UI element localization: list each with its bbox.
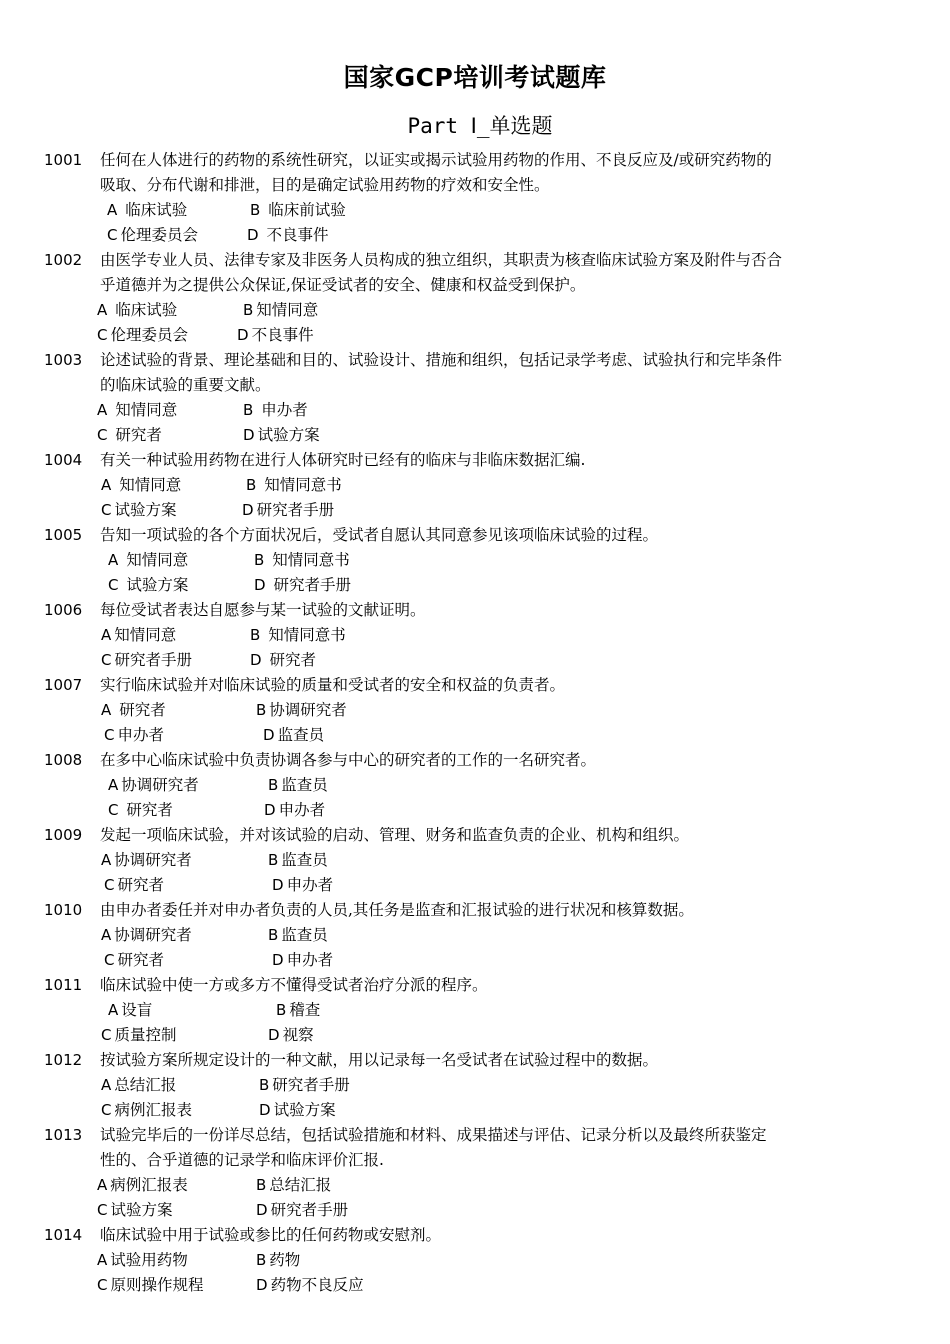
option-d[interactable] [272,948,333,973]
option-text: 临床前试验 [263,201,346,219]
option-row [0,1073,950,1098]
option-letter: D [256,1201,268,1219]
option-text: 研究者 [114,701,166,719]
option-letter: B [250,626,261,644]
question-text: 吸取、分布代谢和排泄，目的是确定试验用药物的疗效和安全性。 [100,176,550,194]
option-a[interactable] [108,773,199,798]
option-letter: D [259,1101,271,1119]
option-row [0,1198,950,1223]
option-row [0,923,950,948]
option-text: 申办者 [286,951,334,969]
option-row [0,723,950,748]
option-text: 研究者手册 [270,1201,349,1219]
option-text: 研究者 [264,651,316,669]
option-text: 总结汇报 [114,1076,177,1094]
option-row [0,223,950,248]
question-text: 发起一项临床试验，并对该试验的启动、管理、财务和监查负责的企业、机构和组织。 [100,826,690,844]
document-title: 国家GCP培训考试题库 [343,63,607,92]
option-row [0,198,950,223]
question-number: 1005 [44,526,83,544]
question-text: 由申办者委任并对申办者负责的人员,其任务是监查和汇报试验的进行状况和核算数据。 [100,901,694,919]
question-stem-line [0,823,950,848]
question-text: 乎道德并为之提供公众保证,保证受试者的安全、健康和权益受到保护。 [100,276,586,294]
option-d[interactable] [254,573,351,598]
option-letter: B [268,926,279,944]
option-letter: A [108,551,119,569]
option-b[interactable] [246,473,342,498]
question-item [0,598,950,673]
option-text: 监查员 [281,926,328,944]
option-letter: A [107,201,118,219]
option-text: 临床试验 [120,201,188,219]
option-row [0,498,950,523]
option-row [0,298,950,323]
question-item [0,1223,950,1298]
option-letter: A [97,301,108,319]
option-letter: C [101,651,112,669]
option-b[interactable] [276,998,320,1023]
option-text: 知情同意 [110,401,178,419]
question-item [0,148,950,248]
question-stem-line [0,1048,950,1073]
option-b[interactable] [254,548,350,573]
option-text: 申办者 [256,401,308,419]
option-letter: D [264,801,276,819]
option-letter: C [97,426,108,444]
question-number: 1008 [44,751,83,769]
option-text: 研究者手册 [114,651,192,669]
option-b[interactable] [256,698,347,723]
question-text: 性的、合乎道德的记录学和临床评价汇报. [100,1151,384,1169]
option-c[interactable] [108,573,188,598]
question-text: 在多中心临床试验中负责协调各参与中心的研究者的工作的一名研究者。 [100,751,597,769]
question-number: 1002 [44,251,83,269]
option-text: 研究者手册 [256,501,335,519]
question-stem-line [0,973,950,998]
option-row [0,473,950,498]
option-a[interactable] [101,473,181,498]
option-row [0,698,950,723]
option-text: 原则操作规程 [110,1276,204,1294]
option-c[interactable] [97,323,188,348]
option-a[interactable] [108,548,188,573]
question-text: 按试验方案所规定设计的一种文献，用以记录每一名受试者在试验过程中的数据。 [100,1051,659,1069]
section-title: Part Ⅰ_单选题 [407,114,553,138]
question-text: 有关一种试验用药物在进行人体研究时已经有的临床与非临床数据汇编. [100,451,586,469]
option-letter: A [108,1001,119,1019]
option-d[interactable] [247,223,329,248]
question-number: 1006 [44,601,83,619]
question-number: 1004 [44,451,83,469]
question-item [0,898,950,973]
question-stem-continuation [0,1148,950,1173]
option-letter: A [101,851,112,869]
option-letter: B [268,776,279,794]
option-letter: A [101,1076,112,1094]
option-text: 总结汇报 [269,1176,332,1194]
option-b[interactable] [256,1248,300,1273]
option-row [0,573,950,598]
option-text: 协调研究者 [114,926,192,944]
option-letter: C [104,876,115,894]
option-b[interactable] [250,198,346,223]
option-c[interactable] [104,873,164,898]
option-letter: A [101,701,112,719]
option-letter: C [97,1276,108,1294]
question-text: 临床试验中使一方或多方不懂得受试者治疗分派的程序。 [100,976,488,994]
question-number: 1007 [44,676,83,694]
question-text: 论述试验的背景、理论基础和目的、试验设计、措施和组织，包括记录学考虑、试验执行和完毕条件 [100,351,783,369]
question-text: 任何在人体进行的药物的系统性研究，以证实或揭示试验用药物的作用、不良反应及/或研究药物的 [100,151,772,169]
option-text: 协调研究者 [269,701,347,719]
option-c[interactable] [101,498,177,523]
option-text: 试验方案 [121,576,189,594]
option-a[interactable] [101,698,166,723]
option-row [0,548,950,573]
option-text: 协调研究者 [121,776,199,794]
option-c[interactable] [101,1098,192,1123]
option-text: 研究者 [117,951,164,969]
option-row [0,948,950,973]
option-c[interactable] [97,1273,204,1298]
option-row [0,623,950,648]
option-letter: A [108,776,119,794]
option-text: 试验用药物 [110,1251,188,1269]
option-row [0,773,950,798]
option-row [0,398,950,423]
option-d[interactable] [250,648,316,673]
option-d[interactable] [263,723,324,748]
option-text: 试验方案 [114,501,177,519]
option-text: 申办者 [278,801,326,819]
question-number: 1014 [44,1226,83,1244]
option-text: 研究者 [117,876,164,894]
option-text: 知情同意 [121,551,189,569]
option-c[interactable] [107,223,198,248]
option-letter: B [256,1176,267,1194]
option-row [0,998,950,1023]
question-text: 实行临床试验并对临床试验的质量和受试者的安全和权益的负责者。 [100,676,566,694]
option-text: 伦理委员会 [110,326,188,344]
question-stem-line [0,148,950,173]
option-text: 试验方案 [257,426,320,444]
option-letter: C [101,501,112,519]
question-item [0,348,950,448]
option-text: 研究者手册 [268,576,351,594]
question-number: 1011 [44,976,83,994]
option-a[interactable] [97,398,177,423]
option-d[interactable] [272,873,333,898]
question-stem-line [0,348,950,373]
option-text: 协调研究者 [114,851,192,869]
option-d[interactable] [256,1198,348,1223]
option-letter: B [256,701,267,719]
option-letter: D [254,576,266,594]
option-letter: C [101,1026,112,1044]
option-text: 研究者 [110,426,162,444]
option-letter: B [246,476,257,494]
question-item [0,823,950,898]
option-letter: C [107,226,118,244]
question-stem-line [0,248,950,273]
question-stem-continuation [0,273,950,298]
option-text: 知情同意书 [267,551,350,569]
option-a[interactable] [97,298,177,323]
option-d[interactable] [268,1023,314,1048]
option-text: 药物 [269,1251,301,1269]
option-text: 监查员 [277,726,325,744]
option-c[interactable] [101,1023,177,1048]
question-stem-line [0,448,950,473]
option-c[interactable] [108,798,173,823]
option-letter: C [97,326,108,344]
option-d[interactable] [243,423,320,448]
option-row [0,1098,950,1123]
question-item [0,1123,950,1223]
question-stem-continuation [0,373,950,398]
option-a[interactable] [101,623,176,648]
question-text: 每位受试者表达自愿参与某一试验的文献证明。 [100,601,426,619]
option-text: 知情同意 [256,301,319,319]
question-item [0,248,950,348]
option-d[interactable] [264,798,325,823]
option-text: 不良事件 [251,326,314,344]
question-number: 1001 [44,151,83,169]
option-d[interactable] [259,1098,336,1123]
option-a[interactable] [108,998,152,1023]
option-a[interactable] [101,1073,176,1098]
option-letter: D [268,1026,280,1044]
option-b[interactable] [250,623,346,648]
option-row [0,798,950,823]
option-text: 研究者 [121,801,173,819]
question-stem-line [0,598,950,623]
option-b[interactable] [268,923,328,948]
option-text: 知情同意书 [259,476,342,494]
option-row [0,848,950,873]
option-text: 临床试验 [110,301,178,319]
option-a[interactable] [97,1173,188,1198]
option-text: 不良事件 [261,226,329,244]
question-stem-line [0,898,950,923]
option-letter: B [276,1001,287,1019]
option-row [0,423,950,448]
option-text: 设盲 [121,1001,153,1019]
option-a[interactable] [101,923,192,948]
option-a[interactable] [101,848,192,873]
option-letter: B [250,201,261,219]
option-text: 质量控制 [114,1026,177,1044]
option-b[interactable] [268,773,328,798]
option-text: 试验方案 [273,1101,336,1119]
option-text: 药物不良反应 [270,1276,364,1294]
option-b[interactable] [256,1173,331,1198]
question-list [0,148,950,1298]
question-text: 试验完毕后的一份详尽总结，包括试验措施和材料、成果描述与评估、记录分析以及最终所获鉴定 [100,1126,767,1144]
option-text: 知情同意 [114,626,177,644]
option-letter: A [97,1251,108,1269]
option-c[interactable] [97,423,162,448]
option-c[interactable] [97,1198,173,1223]
option-letter: B [243,301,254,319]
option-text: 申办者 [286,876,334,894]
question-text: 临床试验中用于试验或参比的任何药物或安慰剂。 [100,1226,442,1244]
option-letter: D [256,1276,268,1294]
question-stem-line [0,1123,950,1148]
option-letter: D [247,226,259,244]
question-stem-line [0,748,950,773]
option-row [0,1248,950,1273]
option-row [0,1173,950,1198]
question-stem-line [0,1223,950,1248]
option-d[interactable] [242,498,334,523]
option-text: 申办者 [117,726,164,744]
option-b[interactable] [268,848,328,873]
option-text: 研究者手册 [272,1076,350,1094]
question-text: 的临床试验的重要文献。 [100,376,271,394]
option-text: 监查员 [281,851,328,869]
option-letter: D [237,326,249,344]
question-item [0,673,950,748]
option-row [0,648,950,673]
option-letter: A [101,626,112,644]
question-text: 告知一项试验的各个方面状况后，受试者自愿认其同意参见该项临床试验的过程。 [100,526,659,544]
option-letter: B [254,551,265,569]
option-letter: A [101,476,112,494]
question-number: 1012 [44,1051,83,1069]
question-stem-line [0,673,950,698]
option-letter: B [268,851,279,869]
option-a[interactable] [97,1248,188,1273]
option-letter: C [104,726,115,744]
option-letter: D [263,726,275,744]
option-letter: C [101,1101,112,1119]
question-number: 1003 [44,351,83,369]
option-text: 试验方案 [110,1201,173,1219]
option-text: 稽查 [289,1001,321,1019]
option-letter: A [97,401,108,419]
option-text: 知情同意 [114,476,182,494]
option-text: 病例汇报表 [110,1176,188,1194]
question-item [0,748,950,823]
question-number: 1010 [44,901,83,919]
option-letter: C [108,801,119,819]
question-item [0,1048,950,1123]
option-letter: D [272,951,284,969]
option-text: 伦理委员会 [120,226,198,244]
option-a[interactable] [107,198,187,223]
question-item [0,973,950,1048]
option-c[interactable] [104,723,164,748]
option-letter: B [259,1076,270,1094]
option-row [0,323,950,348]
option-letter: C [104,951,115,969]
option-row [0,1273,950,1298]
option-text: 病例汇报表 [114,1101,192,1119]
option-letter: B [243,401,254,419]
question-item [0,523,950,598]
option-d[interactable] [256,1273,364,1298]
question-text: 由医学专业人员、法律专家及非医务人员构成的独立组织，其职责为核查临床试验方案及附件与否合 [100,251,783,269]
option-d[interactable] [237,323,314,348]
question-stem-line [0,523,950,548]
option-text: 视察 [282,1026,314,1044]
option-b[interactable] [243,398,308,423]
option-row [0,1023,950,1048]
option-b[interactable] [259,1073,350,1098]
option-letter: D [250,651,262,669]
option-text: 知情同意书 [263,626,346,644]
option-letter: C [108,576,119,594]
option-c[interactable] [104,948,164,973]
option-letter: D [272,876,284,894]
option-letter: D [242,501,254,519]
question-number: 1013 [44,1126,83,1144]
option-letter: C [97,1201,108,1219]
option-text: 监查员 [281,776,328,794]
option-b[interactable] [243,298,318,323]
question-item [0,448,950,523]
option-letter: A [101,926,112,944]
option-letter: B [256,1251,267,1269]
question-stem-continuation [0,173,950,198]
option-letter: D [243,426,255,444]
option-row [0,873,950,898]
option-letter: A [97,1176,108,1194]
question-number: 1009 [44,826,83,844]
option-c[interactable] [101,648,192,673]
